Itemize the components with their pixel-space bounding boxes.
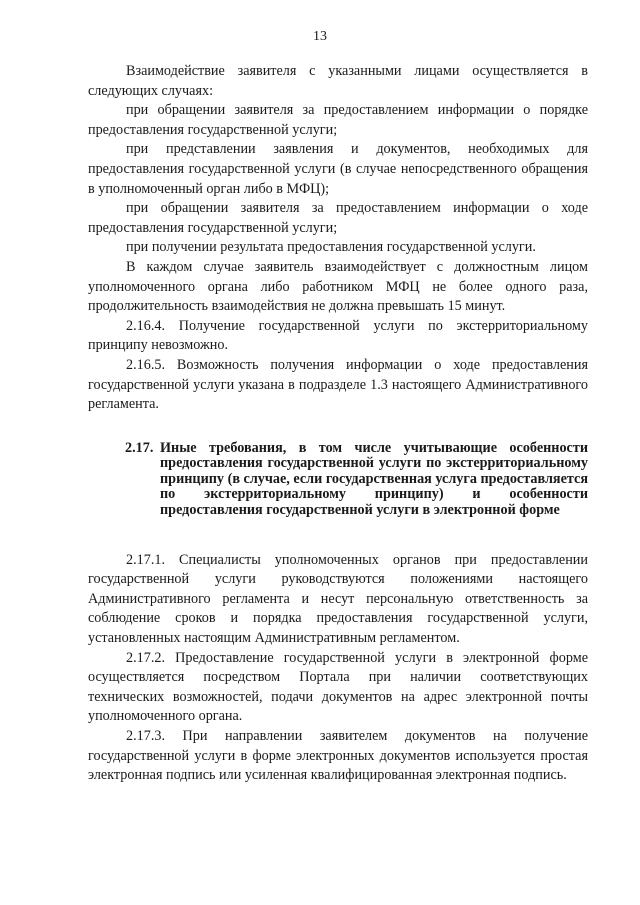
section-heading-2-17 — [88, 441, 588, 519]
section-title: Иные требования, в том числе учитывающие особенности предоставления государственной услуги по экстерриториальному принципу (в случае, если государственная услуга предоставляется по экстерриториальному принципу) и особенности предоставления государственной услуги в электронной форме — [160, 439, 588, 519]
paragraph-2-17-2: 2.17.2. Предоставление государственной услуги в электронной форме осуществляется посредством Портала при наличии соответствующих технических возможностей, подачи документов на адрес электронной почты уполномоченного органа. — [88, 649, 588, 725]
paragraph-case-info-order: при обращении заявителя за предоставлением информации о порядке предоставления государственной услуги; — [88, 102, 588, 138]
paragraph-2-16-5: 2.16.5. Возможность получения информации о ходе предоставления государственной услуги указана в подразделе 1.3 настоящего Административного регламента. — [88, 356, 588, 413]
paragraph-2-17-1: 2.17.1. Специалисты уполномоченных органов при предоставлении государственной услуги руководствуются положениями настоящего Административного регламента и несут персональную ответственность за соблюдение сроков и порядка предоставления государственной услуги, установленных настоящим Административным регламентом. — [88, 551, 588, 647]
paragraph-interaction-cases: Взаимодействие заявителя с указанными лицами осуществляется в следующих случаях: — [88, 63, 588, 99]
paragraph-2-16-4: 2.16.4. Получение государственной услуги по экстерриториальному принципу невозможно. — [88, 317, 588, 354]
paragraph-2-17-3: 2.17.3. При направлении заявителем документов на получение государственной услуги в форме электронных документов используется простая электронная подпись или усиленная квалифицированная электронная подпись. — [88, 728, 588, 784]
paragraph-case-info-progress: при обращении заявителя за предоставлением информации о ходе предоставления государственной услуги; — [88, 200, 588, 236]
paragraph-case-result: при получении результата предоставления государственной услуги. — [126, 239, 536, 256]
paragraph-interaction-limit: В каждом случае заявитель взаимодействует с должностным лицом уполномоченного органа либо работником МФЦ не более одного раза, продолжительность взаимодействия не должна превышать 15 минут. — [88, 258, 588, 315]
paragraph-case-submission: при представлении заявления и документов, необходимых для предоставления государственной услуги (в случае непосредственного обращения в уполномоченный орган либо в МФЦ); — [88, 141, 588, 197]
page-number: 13 — [313, 29, 327, 44]
document-body — [88, 62, 588, 786]
section-number: 2.17. — [125, 439, 154, 456]
